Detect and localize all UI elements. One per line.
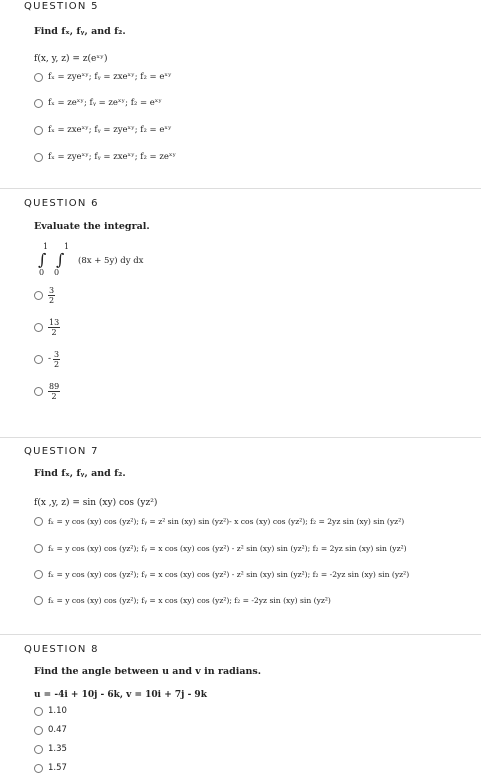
answer-option[interactable] [34, 567, 409, 581]
divider [0, 188, 481, 189]
option-text: 0.47 [48, 725, 67, 735]
integral-sign: ∫ [56, 250, 65, 269]
integrand: (8x + 5y) dy dx [78, 256, 144, 266]
radio-button[interactable] [34, 596, 43, 605]
answer-option[interactable] [34, 150, 176, 164]
answer-option[interactable] [34, 514, 404, 528]
option-text: 1.57 [48, 763, 67, 773]
denominator: 2 [51, 327, 57, 337]
fraction [48, 286, 55, 305]
radio-button[interactable] [34, 387, 43, 396]
answer-option[interactable] [34, 761, 67, 775]
option-text: fₓ = y cos (xy) cos (yz²); fᵧ = z² sin (xy) sin (yz²)- x cos (xy) cos (yz²); f₂ = 2yz sin (xy) sin (yz²) [48, 516, 405, 526]
divider [0, 634, 481, 635]
option-text: fₓ = zyeˣʸ; fᵧ = zxeˣʸ; f₂ = zeˣʸ [48, 152, 177, 162]
question-prompt: Find fₓ, fᵧ, and f₂. [34, 468, 126, 479]
answer-option[interactable] [34, 284, 55, 306]
denominator: 2 [54, 359, 60, 369]
outer-upper-limit: 1 [43, 242, 49, 251]
numerator: 3 [54, 349, 60, 359]
vector-definitions: u = -4i + 10j - 6k, v = 10i + 7j - 9k [34, 690, 207, 700]
answer-option[interactable] [34, 593, 331, 607]
function-expression: f(x, y, z) = z(eˣʸ) [34, 54, 108, 64]
radio-button[interactable] [34, 570, 43, 579]
numerator: 89 [49, 381, 60, 391]
divider [0, 437, 481, 438]
option-sign: - [48, 354, 52, 364]
question-prompt: Find the angle between u and v in radians. [34, 666, 262, 677]
radio-button[interactable] [34, 726, 43, 735]
radio-button[interactable] [34, 517, 43, 526]
option-text: fₓ = zyeˣʸ; fᵧ = zxeˣʸ; f₂ = eˣʸ [48, 72, 172, 82]
radio-button[interactable] [34, 153, 43, 162]
answer-option[interactable] [34, 380, 60, 402]
question-heading: QUESTION 7 [24, 446, 99, 457]
question-prompt: Evaluate the integral. [34, 221, 150, 232]
numerator: 3 [49, 285, 55, 295]
question-heading: QUESTION 5 [24, 1, 99, 12]
answer-option[interactable] [34, 70, 172, 84]
inner-upper-limit: 1 [64, 242, 70, 251]
option-text: 1.10 [48, 706, 67, 716]
radio-button[interactable] [34, 323, 43, 332]
answer-option[interactable] [34, 96, 162, 110]
radio-button[interactable] [34, 99, 43, 108]
integral-expression [34, 242, 174, 282]
answer-option[interactable] [34, 348, 60, 370]
option-text: fₓ = y cos (xy) cos (yz²); fᵧ = x cos (xy) cos (yz²) - z² sin (xy) sin (yz²); f₂ = 2yz sin (xy) sin (yz²) [48, 543, 407, 553]
option-text: 1.35 [48, 744, 67, 754]
option-text: fₓ = y cos (xy) cos (yz²); fᵧ = x cos (xy) cos (yz²); f₂ = -2yz sin (xy) sin (yz²) [48, 595, 331, 605]
denominator: 2 [51, 391, 57, 401]
radio-button[interactable] [34, 291, 43, 300]
denominator: 2 [49, 295, 55, 305]
answer-option[interactable] [34, 123, 172, 137]
fraction [48, 318, 60, 337]
option-text: fₓ = zxeˣʸ; fᵧ = zyeˣʸ; f₂ = eˣʸ [48, 125, 172, 135]
radio-button[interactable] [34, 707, 43, 716]
radio-button[interactable] [34, 355, 43, 364]
option-text: fₓ = y cos (xy) cos (yz²); fᵧ = x cos (xy) cos (yz²) - z² sin (xy) sin (yz²); f₂ = -2yz sin (xy) sin (yz²) [48, 569, 410, 579]
inner-lower-limit: 0 [54, 268, 60, 277]
answer-option[interactable] [34, 316, 60, 338]
numerator: 13 [49, 317, 60, 327]
outer-lower-limit: 0 [39, 268, 45, 277]
radio-button[interactable] [34, 73, 43, 82]
option-text: fₓ = zeˣʸ; fᵧ = zeˣʸ; f₂ = eˣʸ [48, 98, 163, 108]
function-expression: f(x ,y, z) = sin (xy) cos (yz²) [34, 498, 158, 508]
answer-option[interactable] [34, 704, 67, 718]
answer-option[interactable] [34, 723, 67, 737]
fraction [53, 350, 60, 369]
radio-button[interactable] [34, 764, 43, 773]
fraction [48, 382, 60, 401]
integral-sign: ∫ [38, 250, 47, 269]
answer-option[interactable] [34, 541, 407, 555]
radio-button[interactable] [34, 544, 43, 553]
question-heading: QUESTION 8 [24, 644, 99, 655]
answer-option[interactable] [34, 742, 67, 756]
radio-button[interactable] [34, 745, 43, 754]
radio-button[interactable] [34, 126, 43, 135]
question-heading: QUESTION 6 [24, 198, 99, 209]
question-prompt: Find fₓ, fᵧ, and f₂. [34, 26, 126, 37]
